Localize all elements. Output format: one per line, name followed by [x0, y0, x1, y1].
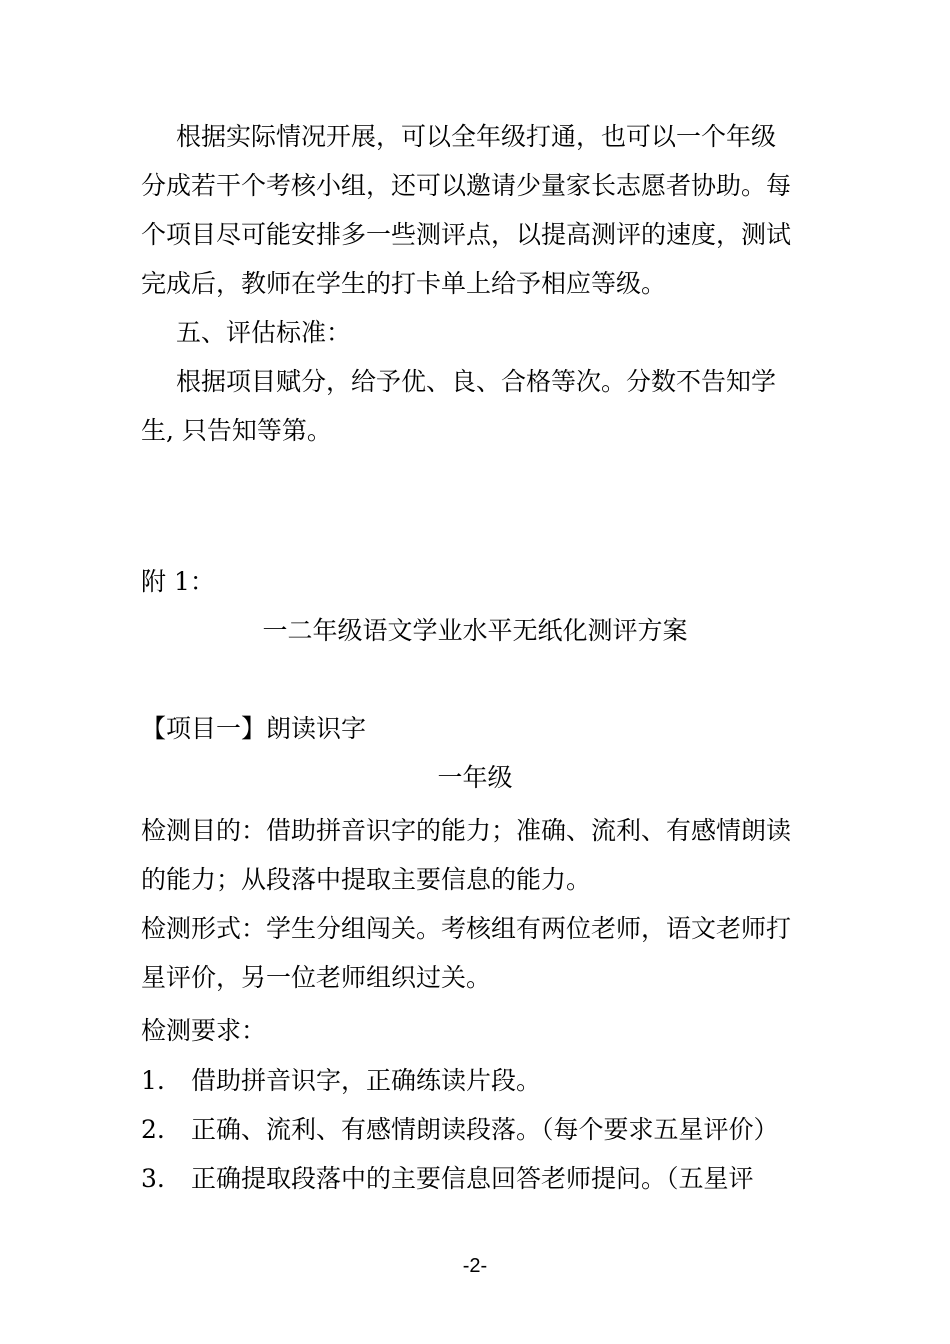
list-item	[141, 1166, 754, 1191]
grade-heading: 一年级	[437, 763, 513, 792]
project-heading: 【项目一】朗读识字	[141, 714, 367, 743]
paragraph-line: 分成若干个考核小组，还可以邀请少量家长志愿者协助。每	[141, 171, 792, 200]
purpose-line: 检测目的：借助拼音识字的能力；准确、流利、有感情朗读	[141, 816, 792, 845]
list-item-number: 3.	[141, 1164, 165, 1193]
section-heading: 五、评估标准：	[176, 318, 352, 347]
paragraph-line: 根据实际情况开展，可以全年级打通，也可以一个年级	[176, 122, 777, 151]
page-number: -2-	[462, 1255, 488, 1277]
list-item-text: 正确、流利、有感情朗读段落。（每个要求五星评价）	[191, 1115, 779, 1144]
list-item-number: 2.	[141, 1115, 165, 1144]
paragraph-line: 根据项目赋分，给予优、良、合格等次。分数不告知学	[176, 367, 777, 396]
list-item-text: 借助拼音识字，正确练读片段。	[191, 1066, 542, 1095]
list-item-text: 正确提取段落中的主要信息回答老师提问。（五星评	[191, 1164, 754, 1193]
list-item-number: 1.	[141, 1066, 165, 1095]
form-line: 星评价，另一位老师组织过关。	[141, 963, 492, 992]
list-item	[141, 1068, 541, 1093]
requirements-label: 检测要求：	[141, 1016, 267, 1045]
form-line: 检测形式：学生分组闯关。考核组有两位老师，语文老师打	[141, 914, 792, 943]
paragraph-line: 个项目尽可能安排多一些测评点，以提高测评的速度，测试	[141, 220, 792, 249]
appendix-label: 附 1：	[141, 567, 215, 596]
paragraph-line: 生, 只告知等第。	[141, 416, 332, 445]
purpose-line: 的能力；从段落中提取主要信息的能力。	[141, 865, 592, 894]
appendix-title: 一二年级语文学业水平无纸化测评方案	[262, 616, 688, 645]
paragraph-line: 完成后，教师在学生的打卡单上给予相应等级。	[141, 269, 667, 298]
list-item	[141, 1117, 779, 1142]
